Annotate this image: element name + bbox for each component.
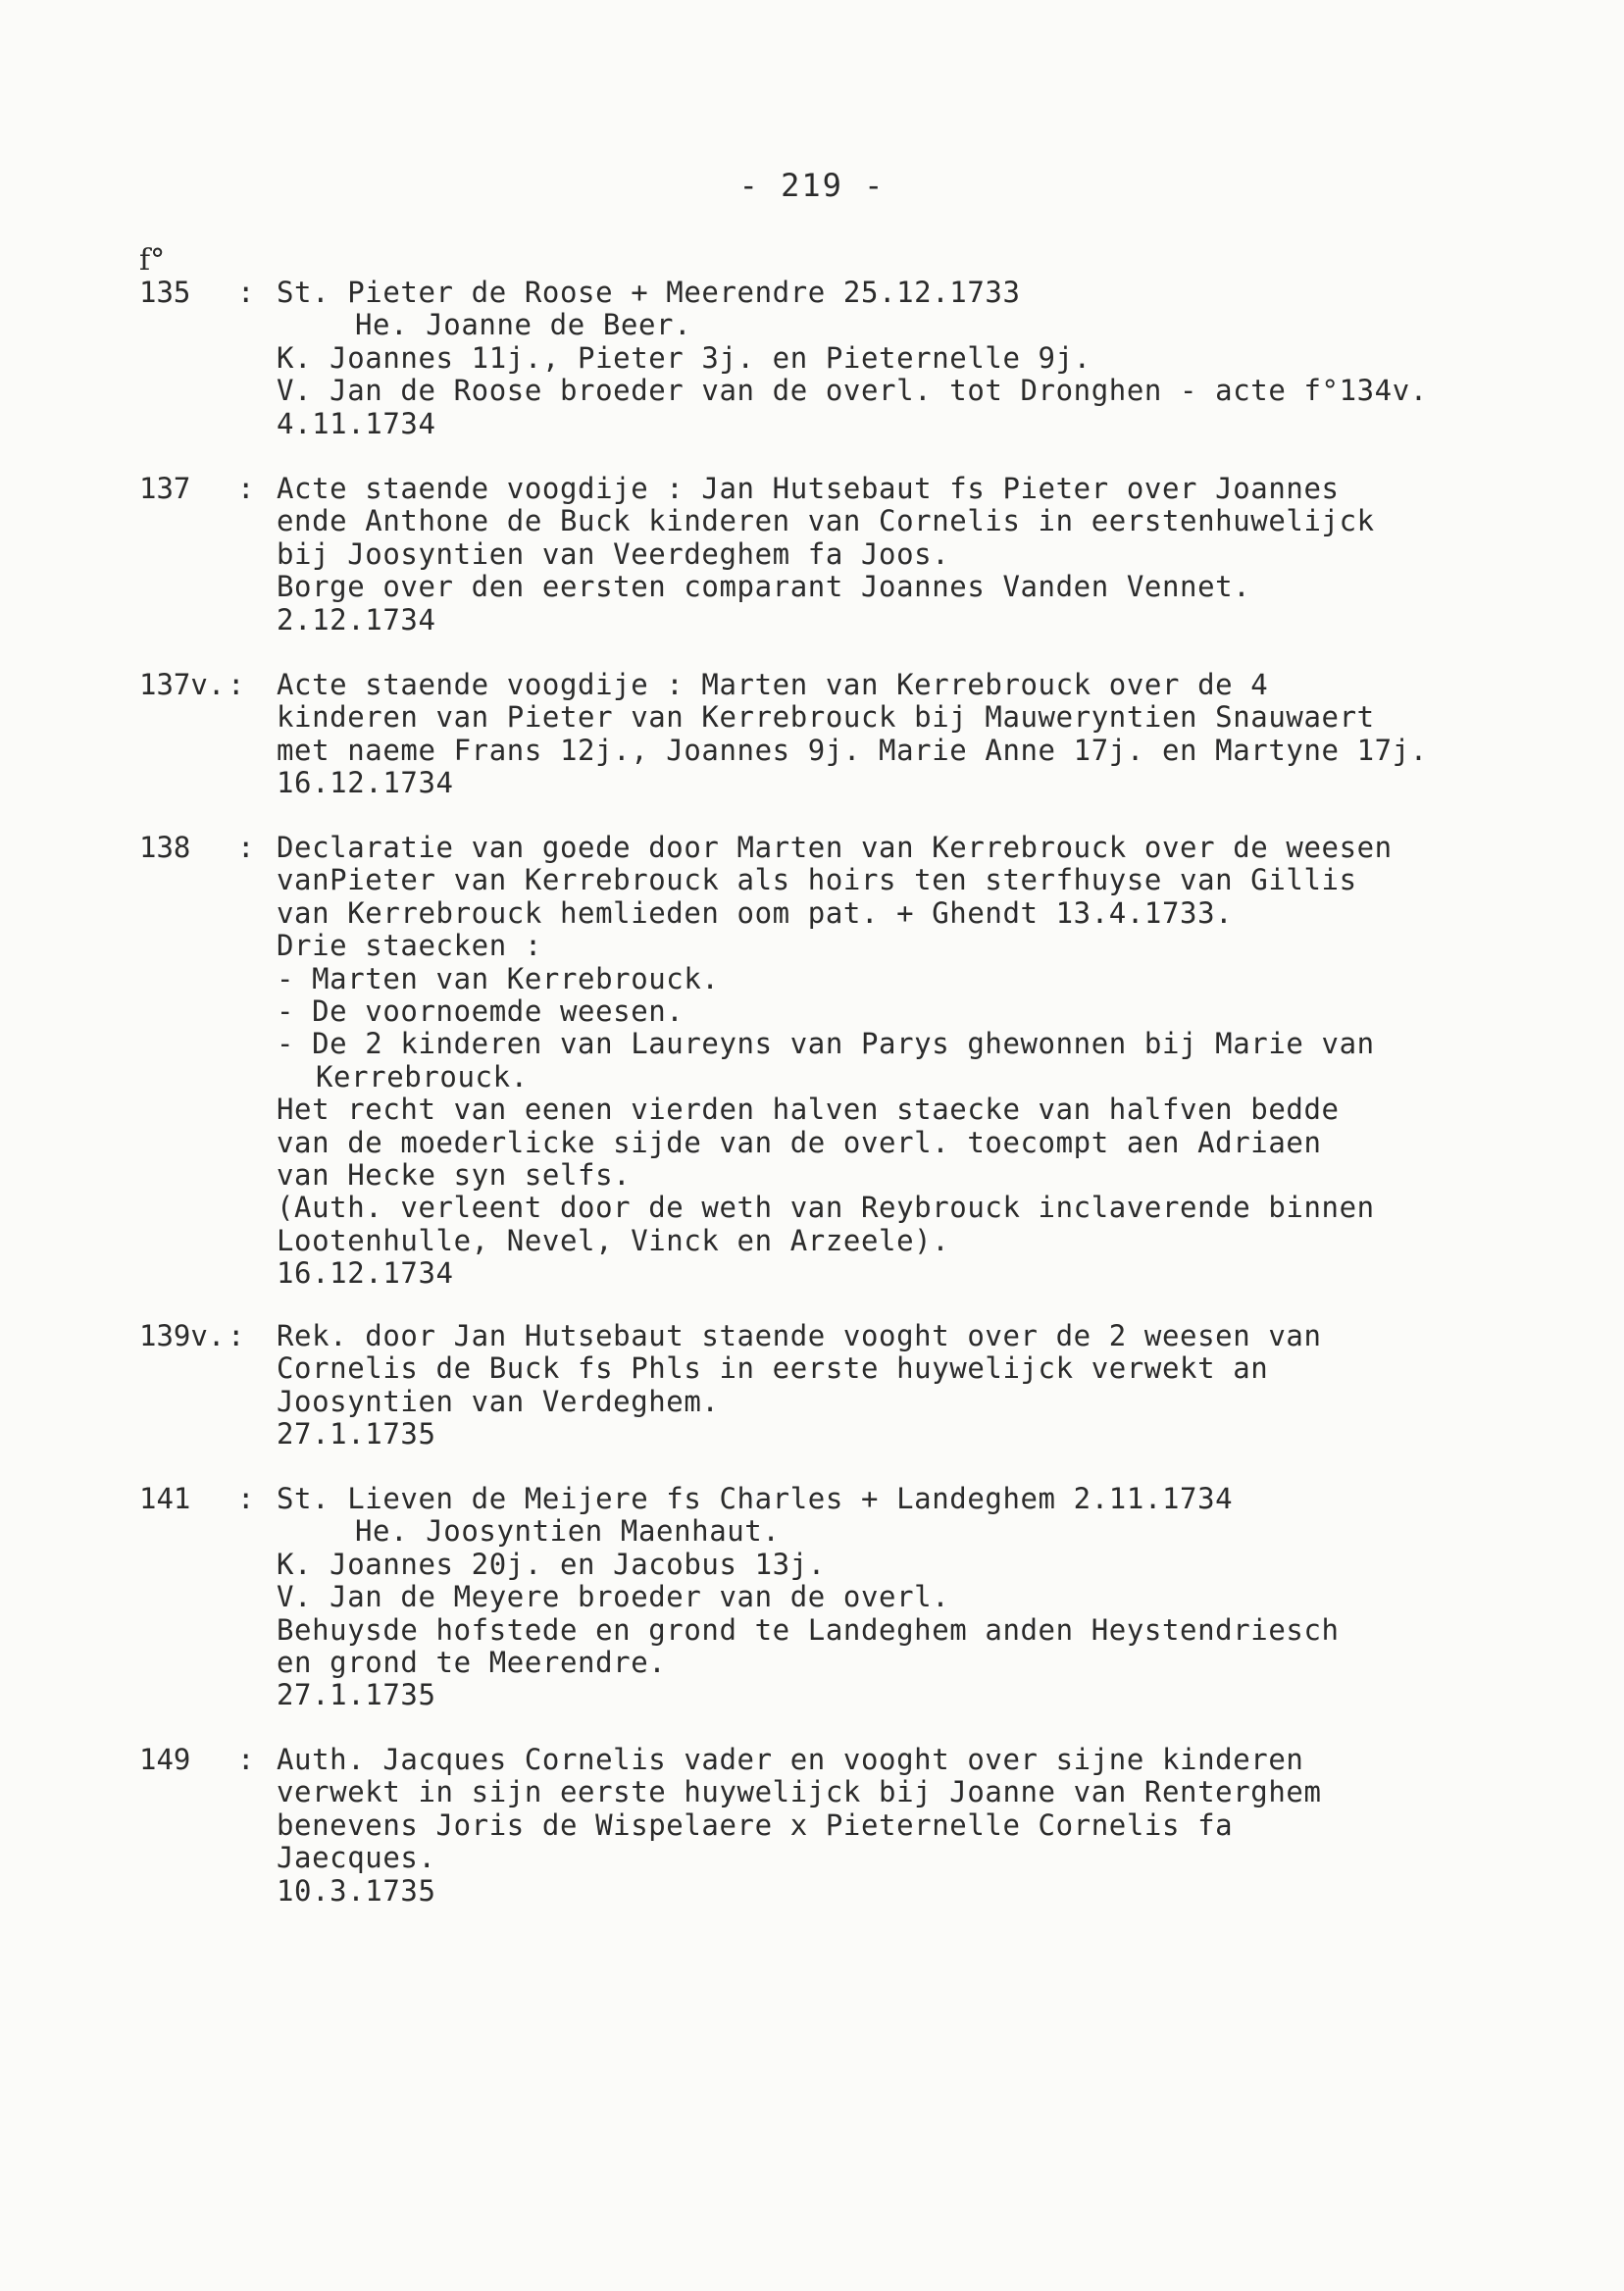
colon-separator: :	[237, 276, 255, 309]
entry-line: - De voornoemde weesen.	[277, 994, 685, 1029]
entry-text	[277, 669, 1591, 800]
entry-line: Het recht van eenen vierden halven staecke van halfven bedde	[277, 1093, 1340, 1127]
entry-text	[277, 1483, 1591, 1712]
entry-line: St. Lieven de Meijere fs Charles + Landeghem 2.11.1734	[277, 1482, 1234, 1515]
entry-line: K. Joannes 20j. en Jacobus 13j.	[277, 1547, 826, 1581]
entry-line: en grond te Meerendre.	[277, 1646, 667, 1680]
colon-separator: :	[237, 472, 255, 505]
colon-separator: :	[228, 668, 245, 701]
entry-line: bij Joosyntien van Veerdeghem fa Joos.	[277, 536, 950, 571]
entry-line: (Auth. verleent door de weth van Reybrouck inclaverende binnen	[277, 1191, 1375, 1225]
entry-line: V. Jan de Meyere broeder van de overl.	[277, 1580, 950, 1614]
entry-line: van Kerrebrouck hemlieden oom pat. + Ghendt 13.4.1733.	[277, 895, 1234, 930]
entry-line: - De 2 kinderen van Laureyns van Parys ghewonnen bij Marie van	[277, 1027, 1375, 1061]
folio-number: 138	[139, 831, 191, 864]
entry-text	[277, 832, 1591, 1291]
entry-line: Lootenhulle, Nevel, Vinck en Arzeele).	[277, 1223, 950, 1257]
entry-line: Auth. Jacques Cornelis vader en vooght over sijne kinderen	[277, 1743, 1304, 1776]
entry-date: 16.12.1734	[277, 766, 454, 800]
entry-line: He. Joosyntien Maenhaut.	[355, 1514, 781, 1549]
folio-number: 149	[139, 1743, 191, 1776]
entry-line: kinderen van Pieter van Kerrebrouck bij Mauweryntien Snauwaert	[277, 700, 1375, 735]
entry-line: Acte staende voogdije : Jan Hutsebaut fs Pieter over Joannes	[277, 472, 1340, 505]
colon-separator: :	[237, 1482, 255, 1515]
entry-text	[277, 1320, 1591, 1451]
entry-line: Joosyntien van Verdeghem.	[277, 1384, 720, 1418]
entry-line: benevens Joris de Wispelaere x Pieternelle Cornelis fa	[277, 1807, 1234, 1842]
entry-line: Drie staecken :	[277, 929, 542, 963]
entry-line: Kerrebrouck.	[316, 1059, 529, 1094]
entry-line: vanPieter van Kerrebrouck als hoirs ten sterfhuyse van Gillis	[277, 863, 1357, 897]
entry-line: Rek. door Jan Hutsebaut staende vooght over de 2 weesen van	[277, 1319, 1322, 1352]
entry-line: Behuysde hofstede en grond te Landeghem anden Heystendriesch	[277, 1612, 1340, 1647]
colon-separator: :	[237, 1743, 255, 1776]
entry-line: V. Jan de Roose broeder van de overl. tot Dronghen - acte f°134v.	[277, 374, 1428, 408]
colon-separator: :	[237, 831, 255, 864]
entry-line: met naeme Frans 12j., Joannes 9j. Marie Anne 17j. en Martyne 17j.	[277, 733, 1428, 767]
entry-line: Cornelis de Buck fs Phls in eerste huywelijck verwekt an	[277, 1351, 1269, 1386]
folio-number: 137	[139, 472, 191, 505]
entry-text	[277, 473, 1591, 636]
entry-line: Acte staende voogdije : Marten van Kerrebrouck over de 4	[277, 668, 1269, 701]
folio-marker: f°	[139, 243, 166, 278]
entry-line: K. Joannes 11j., Pieter 3j. en Pieternelle 9j.	[277, 340, 1091, 375]
entry-text	[277, 1744, 1591, 1908]
entry-line: Borge over den eersten comparant Joannes Vanden Vennet.	[277, 570, 1251, 604]
entry-line: Declaratie van goede door Marten van Kerrebrouck over de weesen	[277, 831, 1393, 864]
folio-number: 137v.	[139, 668, 226, 701]
colon-separator: :	[228, 1319, 245, 1352]
entry-date: 4.11.1734	[277, 406, 436, 440]
entry-date: 10.3.1735	[277, 1873, 436, 1908]
entry-line: St. Pieter de Roose + Meerendre 25.12.1733	[277, 276, 1021, 309]
entry-date: 16.12.1734	[277, 1256, 454, 1291]
entry-line: van de moederlicke sijde van de overl. toecompt aen Adriaen	[277, 1125, 1322, 1159]
entry-line: Jaecques.	[277, 1841, 436, 1875]
folio-number: 141	[139, 1482, 191, 1515]
entry-line: - Marten van Kerrebrouck.	[277, 961, 720, 995]
entry-line: van Hecke syn selfs.	[277, 1158, 632, 1193]
entry-line: He. Joanne de Beer.	[355, 308, 692, 342]
entry-date: 2.12.1734	[277, 602, 436, 636]
entry-line: verwekt in sijn eerste huywelijck bij Joanne van Renterghem	[277, 1775, 1322, 1809]
entry-line: ende Anthone de Buck kinderen van Cornelis in eerstenhuwelijck	[277, 504, 1375, 538]
entry-text	[277, 277, 1591, 440]
folio-number: 135	[139, 276, 191, 309]
folio-number: 139v.	[139, 1319, 226, 1352]
entry-date: 27.1.1735	[277, 1678, 436, 1712]
page-number: - 219 -	[738, 167, 886, 204]
entry-date: 27.1.1735	[277, 1417, 436, 1451]
